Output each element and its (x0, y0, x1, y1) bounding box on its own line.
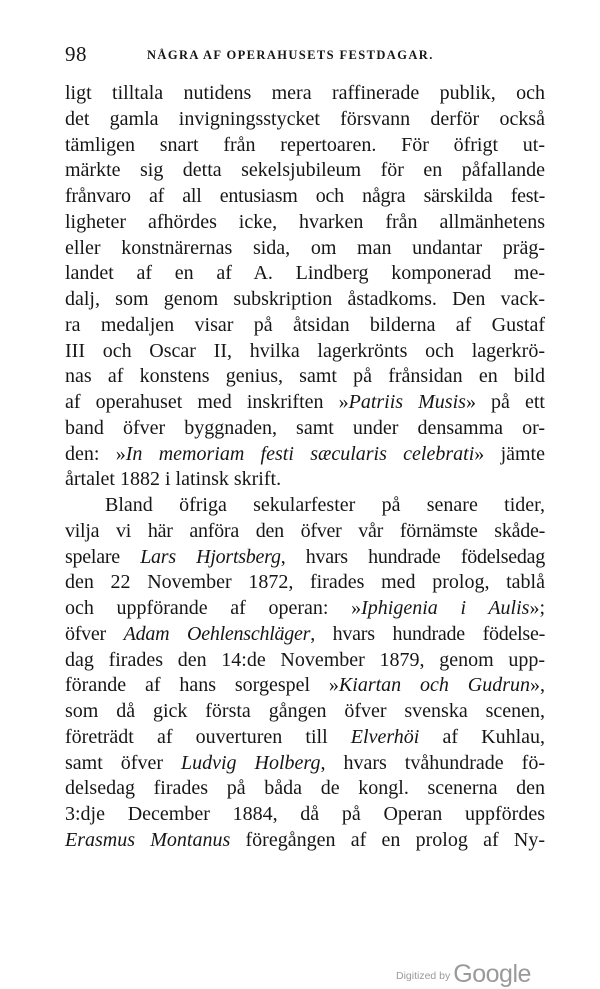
text-line (65, 287, 545, 313)
italic-text: In memoriam festi sæcularis celebrati (125, 442, 475, 465)
text-run: , hvars hundrade födelse- (310, 622, 545, 645)
italic-text: Ludvig Holberg (180, 751, 321, 774)
text-line (65, 442, 545, 468)
text-run: och uppförande af operan: » (65, 597, 362, 619)
text-line (65, 570, 545, 596)
text-line (65, 261, 545, 287)
text-line (65, 776, 545, 802)
text-line (65, 545, 545, 571)
text-line (65, 184, 545, 210)
digitized-watermark (396, 960, 531, 989)
text-line (65, 133, 545, 159)
text-run: af operahuset med inskriften » (65, 391, 349, 413)
text-run: » på ett (465, 391, 545, 413)
text-run: föregången af en prolog af Ny- (230, 828, 545, 851)
text-run: den 22 November 1872, firades med prolog, tablå (65, 571, 545, 594)
text-run: som då gick första gången öfver svenska scenen, (65, 700, 545, 722)
text-line (65, 751, 545, 777)
text-run: »; (529, 597, 545, 619)
text-line (65, 802, 545, 828)
text-run: III och Oscar II, hvilka lagerkrönts och lagerkrö- (65, 339, 545, 362)
text-run: ligt tilltala nutidens mera raffinerade publik, och (65, 82, 545, 104)
text-line (65, 493, 545, 519)
text-run: tämligen snart från repertoaren. För öfrigt ut- (65, 133, 545, 156)
text-run: vilja vi här anföra den öfver vår förnämste skåde- (65, 519, 545, 542)
text-line (65, 622, 545, 648)
text-run: landet af en af A. Lindberg komponerad me- (65, 262, 545, 285)
text-run: öfver (65, 622, 124, 645)
text-run: förande af hans sorgespel » (65, 674, 339, 697)
text-run: , hvars tvåhundrade fö- (320, 751, 545, 774)
text-run: 3:dje December 1884, då på Operan uppfördes (65, 803, 545, 825)
italic-text: Iphigenia i Aulis (361, 597, 530, 619)
text-run: ra medaljen visar på åtsidan bilderna af Gustaf (65, 313, 545, 336)
text-run: af Kuhlau, (419, 725, 545, 748)
text-line (65, 596, 545, 622)
page-number: 98 (65, 42, 87, 66)
text-run: det gamla invigningsstycket försvann derför också (65, 107, 545, 130)
text-line (65, 467, 545, 493)
italic-text: Lars Hjortsberg (140, 545, 281, 568)
text-run: delsedag firades på båda de kongl. scenerna den (65, 777, 545, 800)
text-run: eller konstnärernas sida, om man undantar präg- (65, 236, 545, 259)
text-run: Bland öfriga sekularfester på senare tider, (105, 494, 545, 516)
italic-text: Elverhöi (350, 725, 420, 748)
text-line (65, 699, 545, 725)
italic-text: Erasmus Montanus (65, 828, 231, 851)
text-line (65, 416, 545, 442)
text-line (65, 158, 545, 184)
text-run: dalj, som genom subskription åstadkoms. Den vack- (65, 288, 545, 310)
text-line (65, 313, 545, 339)
text-run: ligheter afhördes icke, hvarken från allmänhetens (65, 210, 545, 233)
text-run: samt öfver (65, 751, 181, 774)
body-text (65, 81, 545, 854)
text-line (65, 519, 545, 545)
text-run: band öfver byggnaden, samt under densamma or- (65, 416, 545, 439)
text-line (65, 390, 545, 416)
text-run: », (530, 674, 545, 697)
google-logo: Google (453, 960, 531, 988)
text-run: den: » (65, 442, 126, 465)
digitized-label: Digitized by (396, 970, 451, 982)
text-line (65, 236, 545, 262)
text-run: spelare (65, 545, 141, 568)
text-run: dag firades den 14:de November 1879, genom upp- (65, 648, 545, 671)
text-run: , hvars hundrade födelsedag (280, 545, 545, 568)
text-run: » jämte (474, 442, 545, 465)
italic-text: Adam Oehlenschläger (123, 622, 311, 645)
text-line (65, 725, 545, 751)
page-header (65, 42, 545, 72)
text-line (65, 828, 545, 854)
text-run: märkte sig detta sekelsjubileum för en påfallande (65, 159, 545, 182)
text-line (65, 210, 545, 236)
text-run: årtalet 1882 i latinsk skrift. (65, 468, 282, 491)
text-line (65, 81, 545, 107)
text-line (65, 107, 545, 133)
text-run: frånvaro af all entusiasm och några särskilda fest- (65, 185, 545, 207)
text-line (65, 648, 545, 674)
text-line (65, 364, 545, 390)
running-title: NÅGRA AF OPERAHUSETS FESTDAGAR. (147, 48, 434, 62)
text-run: nas af konstens genius, samt på frånsidan en bild (65, 365, 545, 388)
text-line (65, 673, 545, 699)
italic-text: Kiartan och Gudrun (338, 674, 530, 697)
text-line (65, 339, 545, 365)
italic-text: Patriis Musis (348, 391, 466, 413)
text-run: företrädt af ouverturen till (65, 725, 351, 748)
